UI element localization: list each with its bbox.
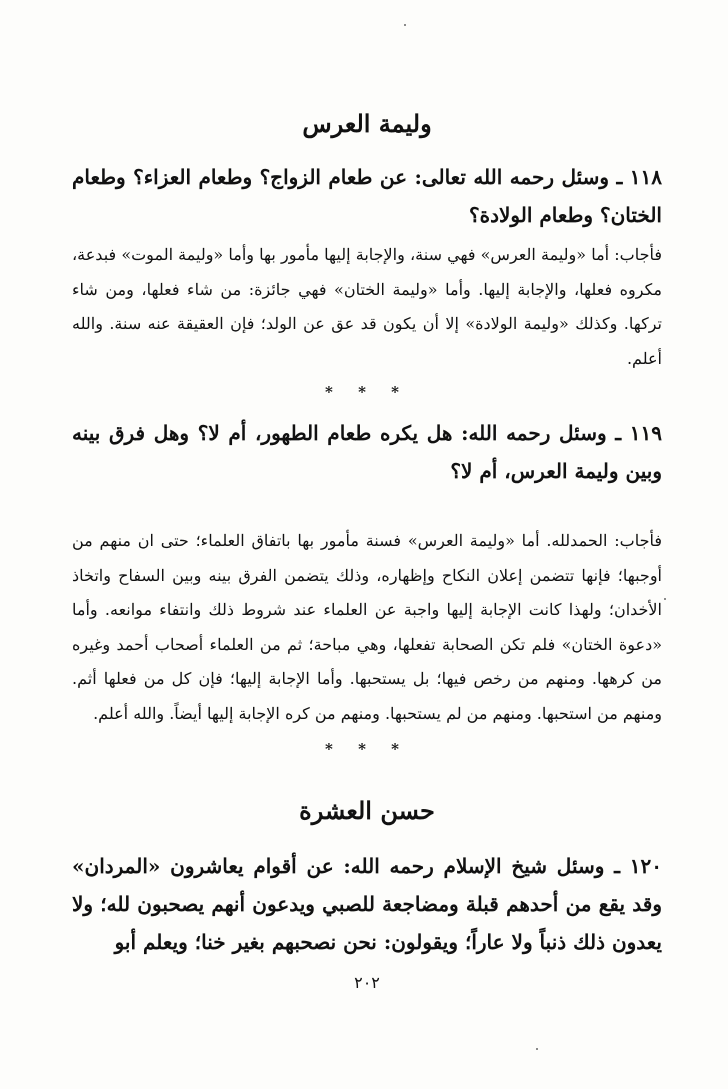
- spacer: [72, 402, 662, 414]
- question-text: وسئل رحمه الله: هل يكره طعام الطهور، أم لا؟ وهل فرق بينه وبين وليمة العرس، أم لا؟: [72, 421, 662, 483]
- spacer: [72, 731, 662, 739]
- spacer: [72, 827, 662, 847]
- question-120: [72, 847, 662, 961]
- scan-speck: [536, 1048, 538, 1050]
- section-title-husn: حسن العشرة: [299, 796, 435, 825]
- question-number: ١٢٠: [629, 854, 662, 878]
- question-text: وسئل رحمه الله تعالى: عن طعام الزواج؟ وطعام العزاء؟ وطعام الختان؟ وطعام الولادة؟: [72, 165, 662, 227]
- question-text: وسئل شيخ الإسلام رحمه الله: عن أقوام يعاشرون «المردان» وقد يقع من أحدهم قبلة ومضاجعة للصبي ويدعون أنهم يصحبون لله؛ ولا يعدون ذلك ذنباً ولا عاراً؛ ويقولون: نحن نصحبهم بغير خنا؛ ويعلم أبو: [72, 854, 662, 954]
- answer-118: فأجاب: أما «وليمة العرس» فهي سنة، والإجابة إليها مأمور بها وأما «وليمة الموت» فبدعة، مكروه فعلها، والإجابة إليها. وأما «وليمة الختان» فهي جائزة: من شاء فعلها، ومن شاء تركها. وكذلك «وليمة الولادة» إلا أن يكون قد عق عن الولد؛ فإن العقيقة عنه سنة. والله أعلم.: [72, 245, 662, 368]
- spacer: [72, 961, 662, 973]
- answer-119: فأجاب: الحمدلله. أما «وليمة العرس» فسنة مأمور بها باتفاق العلماء؛ حتى ان منهم من أوجبها؛ فإنها تتضمن إعلان النكاح وإظهاره، وذلك يتضمن الفرق بينه وبين السفاح واتخاذ الأخدان؛ ولهذا كانت الإجابة إليها واجبة عن العلماء عند شروط ذلك وانتفاء موانعه. وأما «دعوة الختان» فلم تكن الصحابة تفعلها، وهي مباحة؛ ثم من العلماء أصحاب أحمد وغيره من كرهها. ومنهم من رخص فيها؛ بل يستحبها. وأما الإجابة إليها؛ فإن كل من فعلها أثم. ومنهم من استحبها. ومنهم من لم يستحبها. ومنهم من كره الإجابة إليها أيضاً. والله أعلم.: [72, 531, 663, 723]
- question-dash: ـ: [604, 854, 621, 878]
- separator-stars: * * *: [325, 740, 409, 758]
- question-number: ١١٨: [629, 165, 662, 189]
- scan-speck: [404, 24, 406, 26]
- spacer: [72, 759, 662, 795]
- spacer: [72, 490, 662, 524]
- question-118: [72, 158, 662, 234]
- question-dash: ـ: [606, 421, 622, 445]
- separator-stars: * * *: [325, 383, 409, 401]
- spacer: [72, 140, 662, 158]
- question-dash: ـ: [609, 165, 623, 189]
- question-119: [72, 414, 662, 490]
- question-number: ١١٩: [629, 421, 662, 445]
- page-number: ٢٠٢: [354, 973, 380, 992]
- section-title-walima: وليمة العرس: [302, 109, 432, 138]
- top-margin: [72, 0, 662, 108]
- scan-speck: [664, 598, 666, 600]
